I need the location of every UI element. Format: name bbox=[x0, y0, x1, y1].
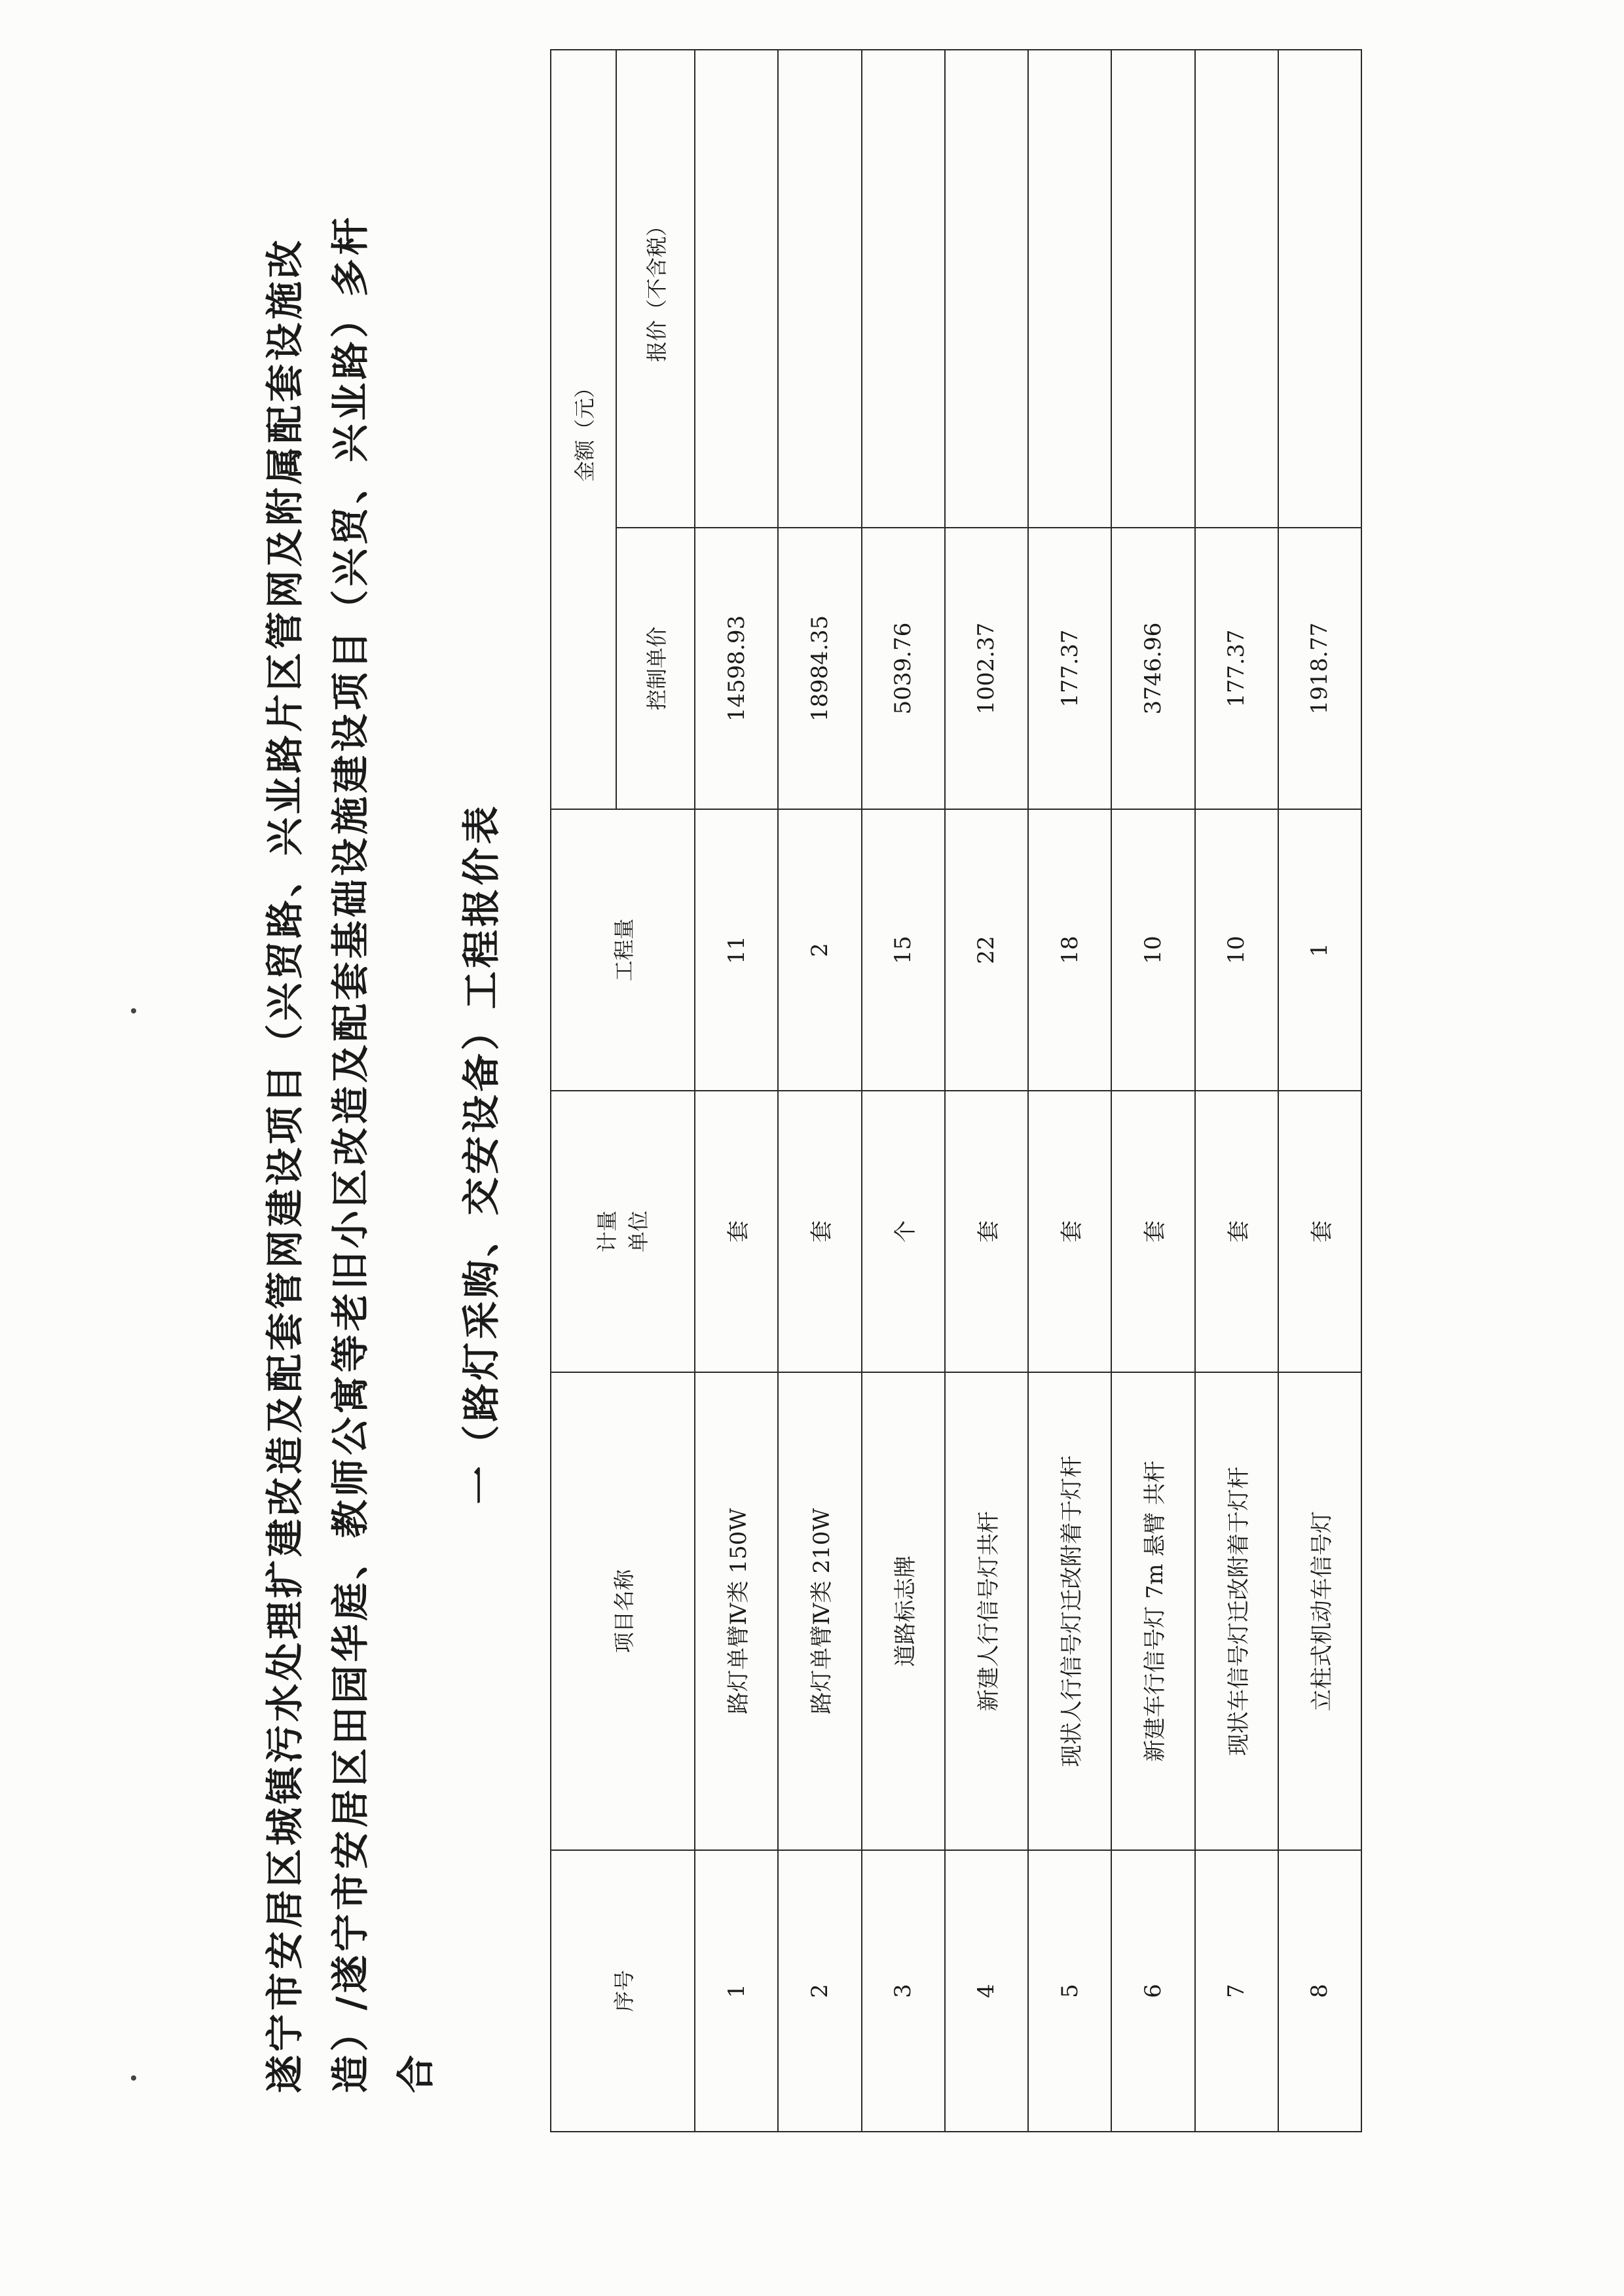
cell-quote-price bbox=[1111, 50, 1194, 528]
table-row bbox=[1278, 50, 1361, 2132]
cell-name: 现状车信号灯迁改附着于灯杆 bbox=[1195, 1372, 1278, 1850]
cell-control-price: 14598.93 bbox=[695, 528, 778, 809]
cell-name: 新建人行信号灯共杆 bbox=[945, 1372, 1028, 1850]
title-line-2: 造）/遂宁市安居区田园华庭、教师公寓等老旧小区改造及配套基础设施建设项目（兴贸、兴业路）多杆合 bbox=[328, 214, 438, 2093]
cell-no: 2 bbox=[778, 1850, 861, 2132]
cell-qty: 1 bbox=[1278, 809, 1361, 1091]
header-name: 项目名称 bbox=[551, 1372, 695, 1850]
cell-unit: 套 bbox=[1195, 1091, 1278, 1372]
cell-qty: 10 bbox=[1195, 809, 1278, 1091]
cell-name: 道路标志牌 bbox=[862, 1372, 945, 1850]
cell-qty: 15 bbox=[862, 809, 945, 1091]
cell-control-price: 3746.96 bbox=[1111, 528, 1194, 809]
cell-no: 7 bbox=[1195, 1850, 1278, 2132]
document-title bbox=[252, 214, 514, 2093]
cell-unit: 套 bbox=[778, 1091, 861, 1372]
cell-quote-price bbox=[695, 50, 778, 528]
header-unit-line1: 计量 bbox=[595, 1211, 619, 1253]
title-line-3: 一（路灯采购、交安设备）工程报价表 bbox=[459, 803, 504, 1504]
cell-control-price: 18984.35 bbox=[778, 528, 861, 809]
header-unit-line2: 单位 bbox=[626, 1211, 651, 1253]
header-row bbox=[551, 50, 616, 2132]
cell-quote-price bbox=[862, 50, 945, 528]
header-qty: 工程量 bbox=[551, 809, 695, 1091]
header-no: 序号 bbox=[551, 1850, 695, 2132]
cell-name: 路灯单臂Ⅳ类 210W bbox=[778, 1372, 861, 1850]
cell-unit: 套 bbox=[945, 1091, 1028, 1372]
cell-name: 新建车行信号灯 7m 悬臂 共杆 bbox=[1111, 1372, 1194, 1850]
header-unit bbox=[551, 1091, 695, 1372]
cell-no: 5 bbox=[1028, 1850, 1111, 2132]
cell-control-price: 177.37 bbox=[1195, 528, 1278, 809]
cell-unit: 个 bbox=[862, 1091, 945, 1372]
table-row bbox=[945, 50, 1028, 2132]
cell-unit: 套 bbox=[1111, 1091, 1194, 1372]
cell-qty: 10 bbox=[1111, 809, 1194, 1091]
cell-no: 4 bbox=[945, 1850, 1028, 2132]
cell-qty: 22 bbox=[945, 809, 1028, 1091]
table-row bbox=[778, 50, 861, 2132]
header-quote-price: 报价（不含税） bbox=[616, 50, 695, 528]
table-row bbox=[1028, 50, 1111, 2132]
table-row bbox=[1195, 50, 1278, 2132]
table-row bbox=[1111, 50, 1194, 2132]
cell-name: 现状人行信号灯迁改附着于灯杆 bbox=[1028, 1372, 1111, 1850]
table-row bbox=[695, 50, 778, 2132]
cell-quote-price bbox=[945, 50, 1028, 528]
cell-control-price: 1918.77 bbox=[1278, 528, 1361, 809]
cell-unit: 套 bbox=[1028, 1091, 1111, 1372]
cell-control-price: 1002.37 bbox=[945, 528, 1028, 809]
title-line-1: 遂宁市安居区城镇污水处理扩建改造及配套管网建设项目（兴贸路、兴业路片区管网及附属配套设施改 bbox=[263, 236, 307, 2093]
cell-no: 1 bbox=[695, 1850, 778, 2132]
cell-quote-price bbox=[1028, 50, 1111, 528]
header-control-price: 控制单价 bbox=[616, 528, 695, 809]
table-row bbox=[862, 50, 945, 2132]
cell-name: 路灯单臂Ⅳ类 150W bbox=[695, 1372, 778, 1850]
cell-control-price: 177.37 bbox=[1028, 528, 1111, 809]
cell-qty: 11 bbox=[695, 809, 778, 1091]
cell-no: 3 bbox=[862, 1850, 945, 2132]
header-amount-group: 金额（元） bbox=[551, 50, 616, 809]
cell-name: 立柱式机动车信号灯 bbox=[1278, 1372, 1361, 1850]
cell-control-price: 5039.76 bbox=[862, 528, 945, 809]
cell-quote-price bbox=[1278, 50, 1361, 528]
cell-qty: 2 bbox=[778, 809, 861, 1091]
cell-no: 6 bbox=[1111, 1850, 1194, 2132]
cell-unit: 套 bbox=[695, 1091, 778, 1372]
cell-qty: 18 bbox=[1028, 809, 1111, 1091]
cell-quote-price bbox=[1195, 50, 1278, 528]
cell-quote-price bbox=[778, 50, 861, 528]
cell-no: 8 bbox=[1278, 1850, 1361, 2132]
cell-unit: 套 bbox=[1278, 1091, 1361, 1372]
quote-table bbox=[550, 49, 1362, 2132]
